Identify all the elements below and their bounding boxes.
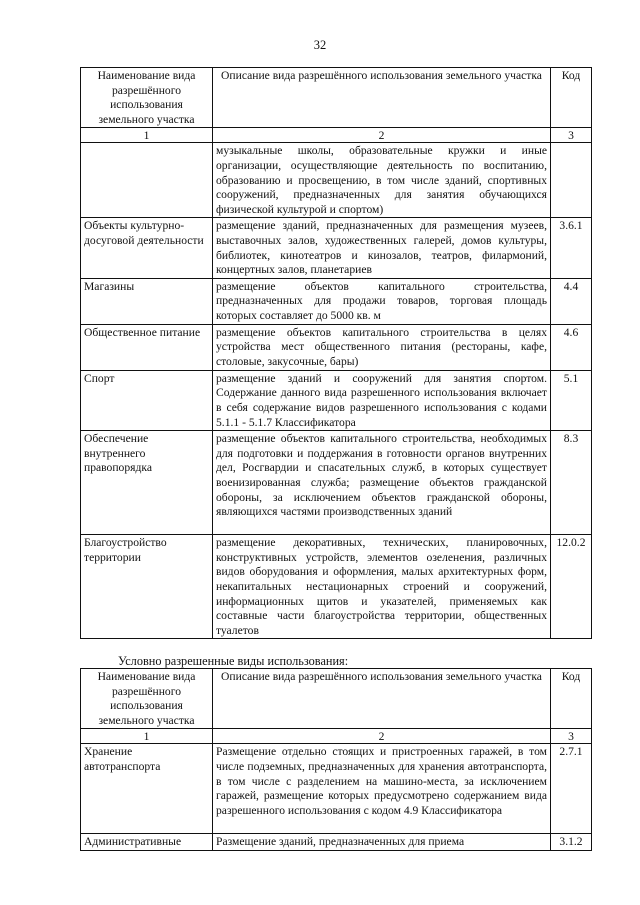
table-row <box>81 218 592 278</box>
column-number: 1 <box>81 128 213 143</box>
column-number: 3 <box>551 729 592 744</box>
table-header-row <box>81 669 592 729</box>
use-name: Спорт <box>81 370 213 430</box>
use-description: музыкальные школы, образовательные кружки и иные организации, осуществляющие деятельность по воспитанию, образованию и просвещению, в том числе зданий, спортивных сооружений, предназначенных для занятия обучающихся физической культурой и спортом) <box>213 143 551 218</box>
use-description: Размещение зданий, предназначенных для приема <box>213 834 551 851</box>
use-description: размещение объектов капитального строительства в целях устройства мест общественного питания (рестораны, кафе, столовые, закусочные, бары) <box>213 324 551 370</box>
use-name: Магазины <box>81 278 213 324</box>
use-name: Объекты культурно-досуговой деятельности <box>81 218 213 278</box>
header-description: Описание вида разрешённого использования земельного участка <box>213 669 551 729</box>
use-code: 3.6.1 <box>551 218 592 278</box>
use-code: 8.3 <box>551 431 592 535</box>
header-name: Наименование вида разрешённого использования земельного участка <box>81 669 213 729</box>
use-code: 3.1.2 <box>551 834 592 851</box>
header-code: Код <box>551 669 592 729</box>
header-code: Код <box>551 68 592 128</box>
table-row <box>81 535 592 639</box>
table-row <box>81 370 592 430</box>
use-code: 12.0.2 <box>551 535 592 639</box>
table-row <box>81 143 592 218</box>
table-row <box>81 431 592 535</box>
header-description: Описание вида разрешённого использования земельного участка <box>213 68 551 128</box>
use-description: размещение объектов капитального строительства, необходимых для подготовки и поддержания в готовности органов внутренних дел, Росгвардии и спасательных служб, в которых существует военизированная служба; размещение объектов гражданской обороны, за исключением объектов гражданской обороны, являющихся частями производственных зданий <box>213 431 551 535</box>
use-description: Размещение отдельно стоящих и пристроенных гаражей, в том числе подземных, предназначенных для хранения автотранспорта, в том числе с разделением на машино-места, за исключением гаражей, размещение которых предусмотрено содержанием вида разрешенного использования с кодом 4.9 Классификатора <box>213 744 551 834</box>
table-header-row <box>81 68 592 128</box>
use-name: Благоустройство территории <box>81 535 213 639</box>
column-number: 2 <box>213 729 551 744</box>
use-code: 4.6 <box>551 324 592 370</box>
table-row <box>81 744 592 834</box>
header-name: Наименование вида разрешённого использования земельного участка <box>81 68 213 128</box>
use-description: размещение зданий и сооружений для занятия спортом. Содержание данного вида разрешенного использования включает в себя содержание видов разрешенного использования с кодами 5.1.1 - 5.1.7 Классификатора <box>213 370 551 430</box>
permitted-uses-table <box>80 67 592 639</box>
use-description: размещение объектов капитального строительства, предназначенных для продажи товаров, торговая площадь которых составляет до 5000 кв. м <box>213 278 551 324</box>
use-code: 2.7.1 <box>551 744 592 834</box>
use-name: Обеспечение внутреннего правопорядка <box>81 431 213 535</box>
column-number: 2 <box>213 128 551 143</box>
use-code: 4.4 <box>551 278 592 324</box>
use-name <box>81 143 213 218</box>
page-number: 32 <box>313 38 327 52</box>
section-caption: Условно разрешенные виды использования: <box>118 654 349 668</box>
use-name: Общественное питание <box>81 324 213 370</box>
use-description: размещение декоративных, технических, планировочных, конструктивных устройств, элементов озеленения, различных видов оборудования и оформления, малых архитектурных форм, некапитальных нестационарных строений и сооружений, информационных щитов и указателей, применяемых как составные части благоустройства территории, общественных туалетов <box>213 535 551 639</box>
column-number-row <box>81 128 592 143</box>
use-code: 5.1 <box>551 370 592 430</box>
use-description: размещение зданий, предназначенных для размещения музеев, выставочных залов, художественных галерей, домов культуры, библиотек, кинотеатров и кинозалов, театров, филармоний, концертных залов, планетариев <box>213 218 551 278</box>
column-number: 1 <box>81 729 213 744</box>
use-name: Хранение автотранспорта <box>81 744 213 834</box>
table-row <box>81 278 592 324</box>
conditional-uses-table <box>80 668 592 851</box>
column-number-row <box>81 729 592 744</box>
table-row <box>81 834 592 851</box>
use-name: Административные <box>81 834 213 851</box>
table-row <box>81 324 592 370</box>
column-number: 3 <box>551 128 592 143</box>
use-code <box>551 143 592 218</box>
